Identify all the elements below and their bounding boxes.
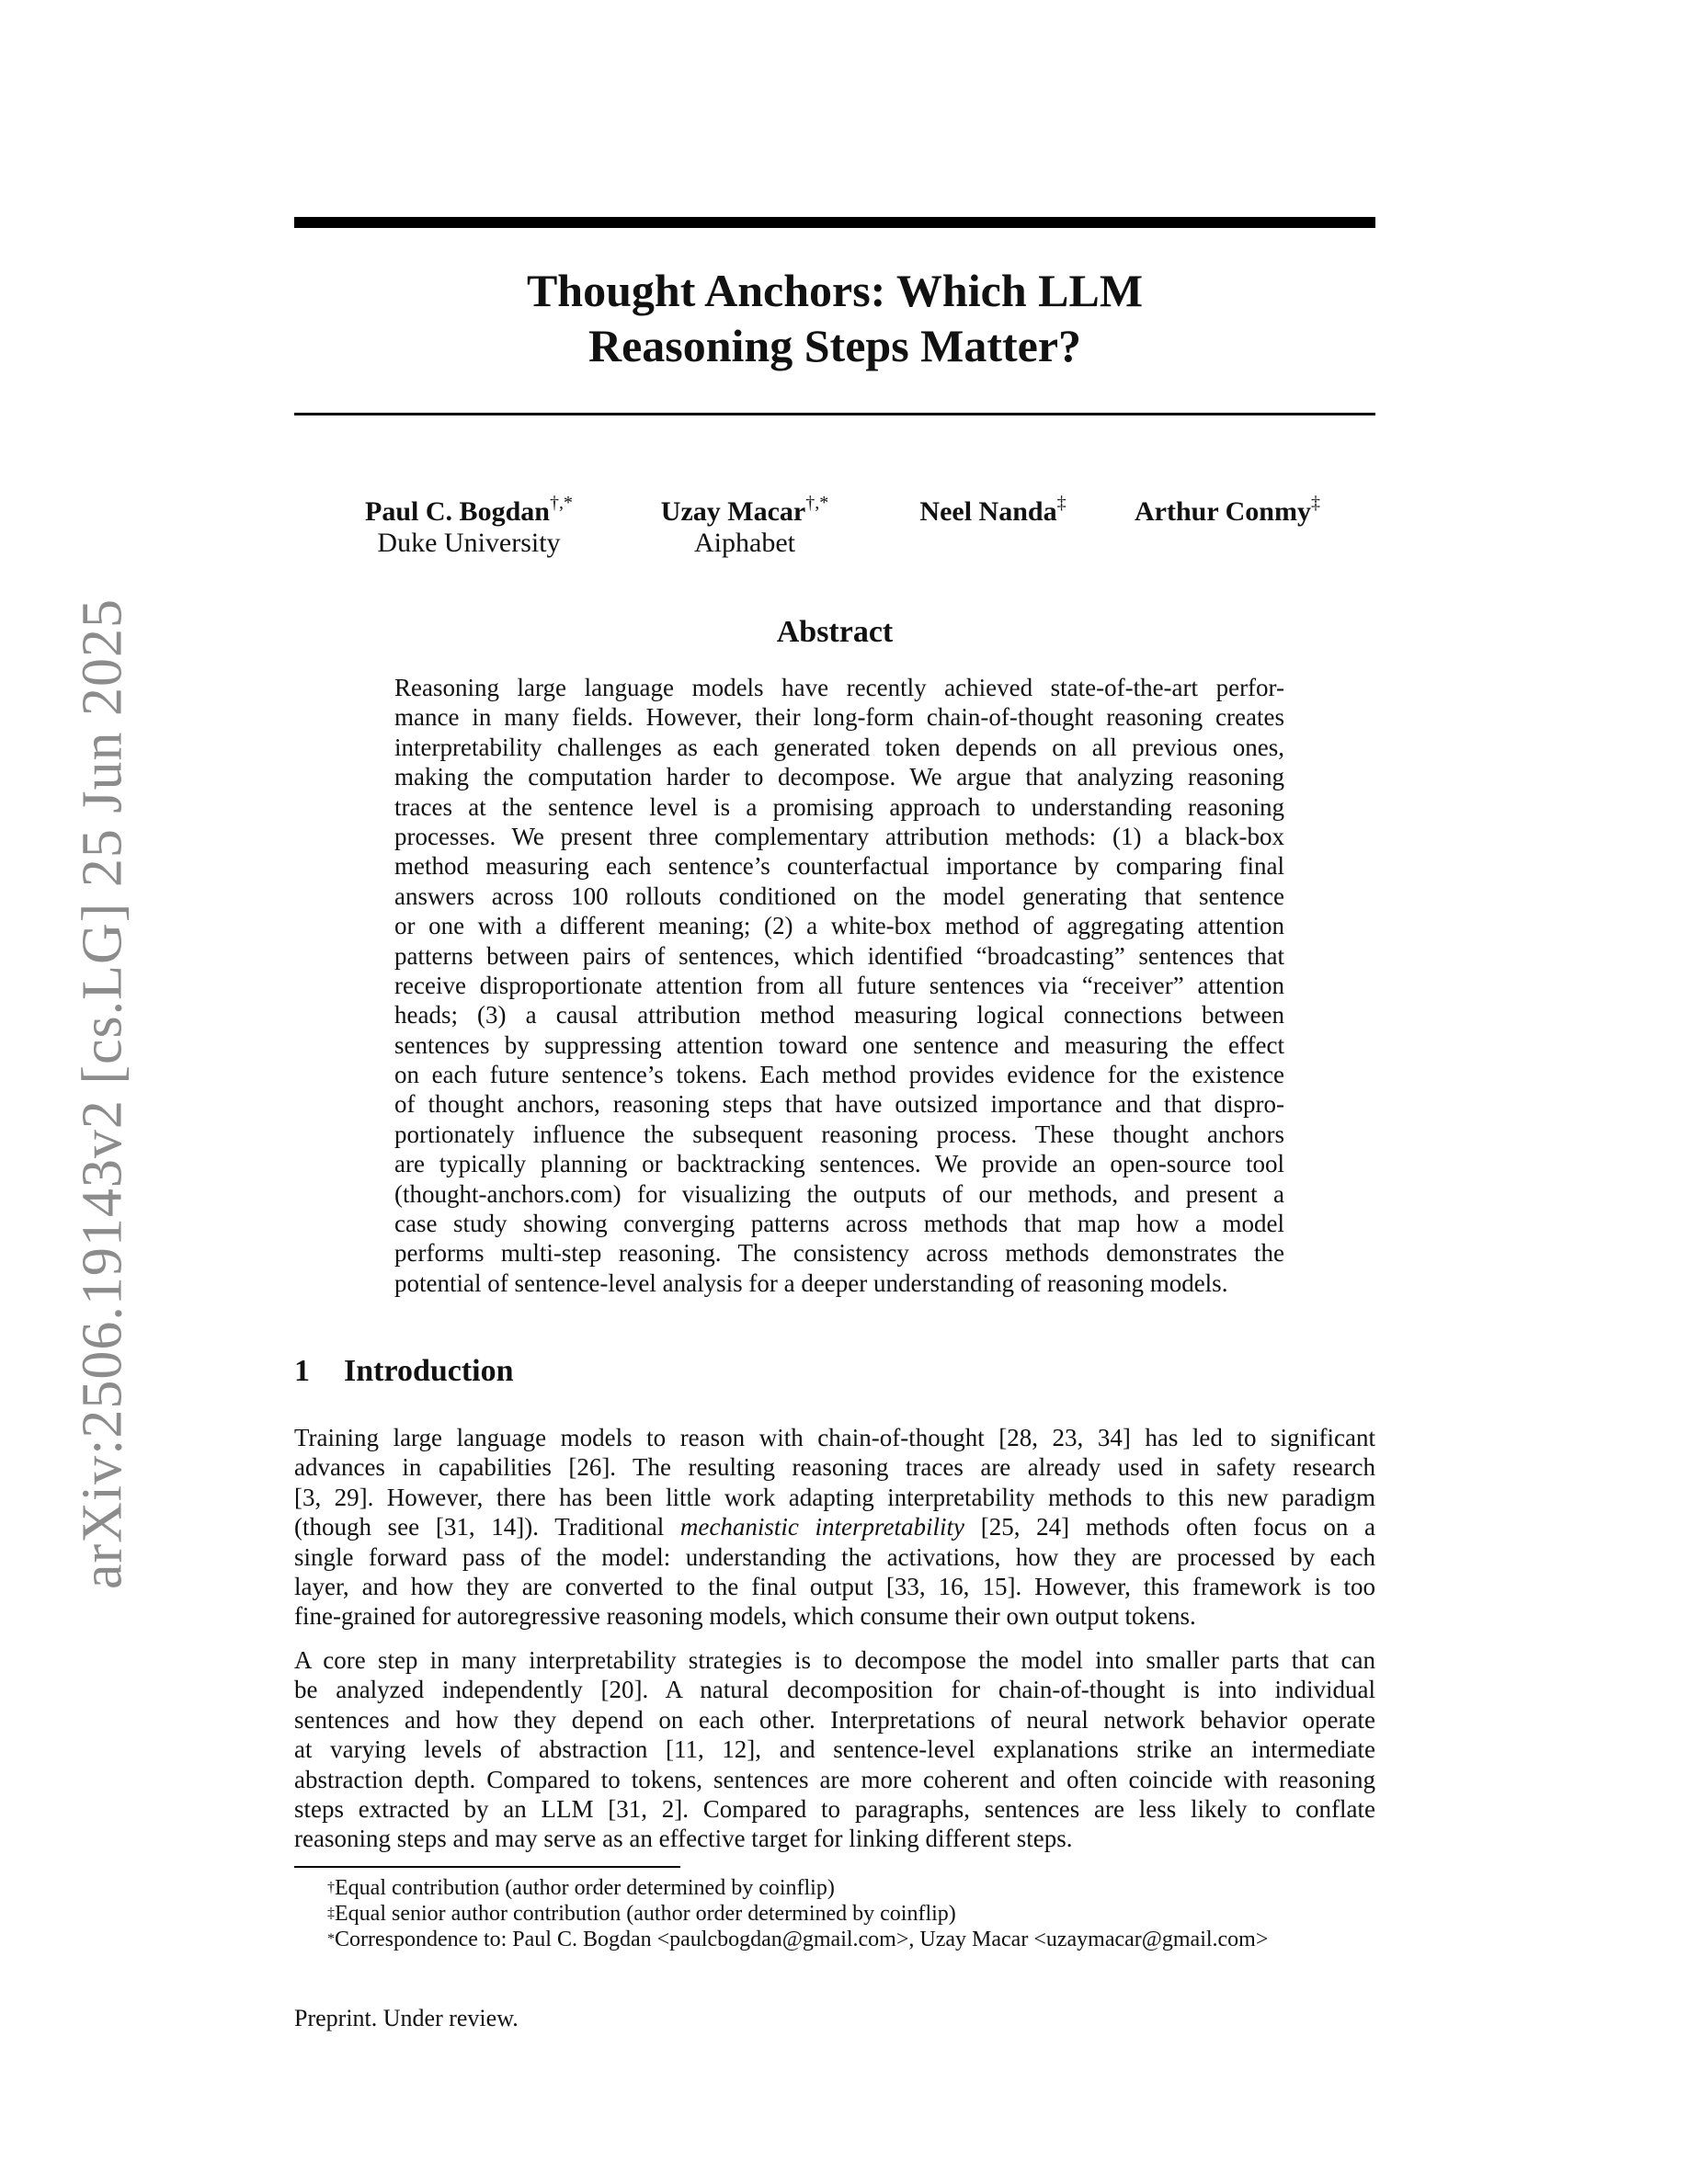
text-line: fine-grained for autoregressive reasoning models, which consume their own output tokens. [294,1602,1196,1631]
emphasized-term: mechanistic interpretability [679,1513,965,1541]
text-line: are typically planning or backtracking sentences. We provide an open-source tool [394,1150,1284,1178]
text-line: sentences and how they depend on each other. Interpretations of neural network behavior operate [294,1705,1375,1734]
text-line: [3, 29]. However, there has been little work adapting interpretability methods to this new paradigm [294,1483,1375,1511]
title-line-2: Reasoning Steps Matter? [587,320,1082,371]
text-line: on each future sentence’s tokens. Each method provides evidence for the existence [394,1061,1284,1089]
author-block-2 [634,489,855,559]
footnote [327,1927,1268,1952]
author-name-text: Uzay Macar [660,496,806,527]
abstract-body [394,673,1284,1298]
footnote-text: Equal senior author contribution (author order determined by coinflip) [335,1902,956,1926]
author-marks: ‡ [1056,493,1066,513]
text-line: sentences by suppressing attention toward one sentence and measuring the effect [394,1030,1284,1059]
text-line: traces at the sentence level is a promising approach to understanding reasoning [394,792,1284,821]
footnote [327,1901,1268,1927]
text-line: or one with a different meaning; (2) a white-box method of aggregating attention [394,912,1284,940]
text-line: performs multi-step reasoning. The consistency across methods demonstrates the [394,1239,1284,1268]
author-name [634,489,855,528]
text-line: single forward pass of the model: understanding the activations, how they are processed by each [294,1542,1375,1571]
paper-title [294,263,1375,373]
footnotes [327,1875,1268,1952]
text-line: at varying levels of abstraction [11, 12], and sentence-level explanations strike an intermediate [294,1735,1375,1764]
text-line: portionately influence the subsequent reasoning process. These thought anchors [394,1120,1284,1148]
footnote-text: Equal contribution (author order determined by coinflip) [335,1876,835,1900]
section-heading [294,1353,514,1390]
author-affiliation: Aiphabet [694,528,795,558]
text-line: case study showing converging patterns across methods that map how a model [394,1210,1284,1238]
preprint-note: Preprint. Under review. [294,2005,519,2031]
text-line: A core step in many interpretability strategies is to decompose the model into smaller parts that can [294,1646,1375,1674]
text-line: advances in capabilities [26]. The resulting reasoning traces are already used in safety research [294,1453,1375,1482]
author-block-1 [340,489,598,559]
text-line: answers across 100 rollouts conditioned on the model generating that sentence [394,882,1284,910]
footnote-mark: † [327,1880,335,1895]
footnote [327,1875,1268,1901]
text-line: of thought anchors, reasoning steps that have outsized importance and that dispro- [394,1090,1284,1119]
text-line: making the computation harder to decompose. We argue that analyzing reasoning [394,763,1284,791]
footnote-mark: * [327,1931,335,1947]
author-marks: †,* [805,493,829,513]
text-line: Training large language models to reason with chain-of-thought [28, 23, 34] has led to significant [294,1424,1375,1451]
text-line: mance in many fields. However, their long-form chain-of-thought reasoning creates [394,703,1284,732]
author-name [340,489,598,528]
footnote-mark: ‡ [327,1905,335,1921]
footnote-rule [294,1866,680,1868]
author-name-text: Neel Nanda [919,496,1057,527]
text-line: layer, and how they are converted to the final output [33, 16, 15]. However, this framework is too [294,1572,1375,1600]
intro-paragraph-1 [294,1423,1375,1632]
author-name-text: Arthur Conmy [1135,496,1311,527]
text-line: method measuring each sentence’s counterfactual importance by comparing final [394,852,1284,881]
title-bottom-rule [294,413,1375,415]
text-line: potential of sentence-level analysis for a deeper understanding of reasoning models. [394,1268,1228,1297]
intro-paragraph-2 [294,1645,1375,1854]
text-line: be analyzed independently [20]. A natural decomposition for chain-of-thought is into individual [294,1676,1375,1704]
author-block-4 [1103,489,1352,528]
text-line: processes. We present three complementary attribution methods: (1) a black-box [394,822,1284,850]
text-line: interpretability challenges as each generated token depends on all previous ones, [394,733,1284,761]
abstract-heading: Abstract [776,615,894,649]
text-line: (thought-anchors.com) for visualizing the outputs of our methods, and present a [394,1179,1284,1208]
text-line: reasoning steps and may serve as an effective target for linking different steps. [294,1825,1073,1853]
text-line: Reasoning large language models have recently achieved state-of-the-art perfor- [394,674,1284,701]
text-line: abstraction depth. Compared to tokens, sentences are more coherent and often coincide with reasoning [294,1765,1375,1793]
author-name [883,489,1103,528]
footnote-text: Correspondence to: Paul C. Bogdan <paulcbogdan@gmail.com>, Uzay Macar <uzaymacar@gmail.com> [335,1928,1269,1951]
text-line [294,1512,1375,1541]
author-name-text: Paul C. Bogdan [365,496,550,527]
author-block-3 [883,489,1103,528]
section-number: 1 [294,1354,310,1388]
text-line: patterns between pairs of sentences, which identified “broadcasting” sentences that [394,941,1284,970]
author-affiliation: Duke University [377,528,561,558]
text-line: steps extracted by an LLM [31, 2]. Compared to paragraphs, sentences are less likely to conflate [294,1794,1375,1823]
title-line-1: Thought Anchors: Which LLM [526,265,1144,316]
section-title: Introduction [344,1354,514,1388]
title-top-rule [294,217,1375,228]
text-line: receive disproportionate attention from all future sentences via “receiver” attention [394,971,1284,999]
arxiv-identifier: arXiv:2506.19143v2 [cs.LG] 25 Jun 2025 [71,597,134,1590]
text-segment: (though see [31, 14]). Traditional [294,1513,680,1541]
author-name [1103,489,1352,528]
text-segment: [25, 24] methods often focus on a [964,1513,1376,1541]
author-marks: ‡ [1310,493,1320,513]
author-marks: †,* [549,493,573,513]
text-line: heads; (3) a causal attribution method measuring logical connections between [394,1001,1284,1029]
